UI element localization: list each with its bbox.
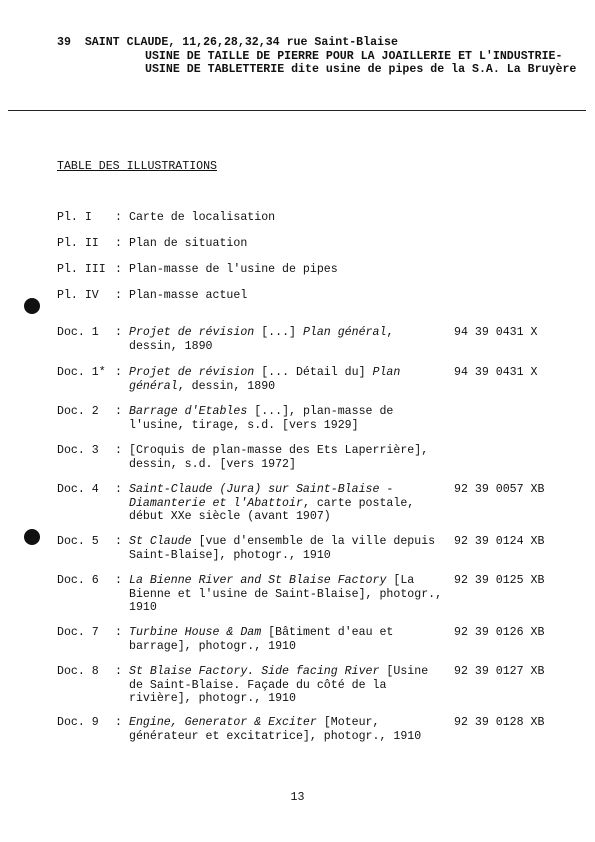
entry-colon: : (115, 237, 122, 250)
document-header (57, 36, 577, 77)
doc-desc-text: [Bâtiment d'eau et barrage], photogr., 1910 (129, 626, 394, 653)
plate-label: Pl. IV (57, 289, 99, 302)
doc-label: Doc. 8 (57, 665, 99, 678)
doc-description (129, 574, 449, 615)
doc-reference-number: 92 39 0128 XB (454, 716, 545, 729)
doc-label: Doc. 6 (57, 574, 99, 587)
entry-colon: : (115, 626, 122, 639)
entry-colon: : (115, 211, 122, 224)
binder-hole-icon (24, 529, 40, 545)
plate-description: Plan-masse de l'usine de pipes (129, 263, 338, 276)
doc-desc-text: [Usine de Saint-Blaise. Façade du côté de la rivière], photogr., 1910 (129, 665, 429, 706)
doc-desc-text: [...], plan-masse de l'usine, tirage, s.d. [vers 1929] (129, 405, 394, 432)
doc-title-italic: St Claude (129, 535, 192, 548)
doc-label: Doc. 1 (57, 326, 99, 339)
doc-description (129, 405, 449, 432)
doc-reference-number: 92 39 0124 XB (454, 535, 545, 548)
doc-desc-text: , carte postale, début XXe siècle (avant 1907) (129, 496, 415, 524)
doc-description (129, 444, 449, 471)
doc-title-italic: Projet de révision (129, 326, 255, 339)
doc-label: Doc. 5 (57, 535, 99, 548)
doc-reference-number: 94 39 0431 X (454, 366, 538, 379)
doc-title-italic: Plan général (129, 366, 401, 393)
doc-desc-text: , dessin, 1890 (177, 379, 276, 393)
doc-description (129, 716, 449, 743)
doc-description (129, 326, 449, 353)
doc-title-italic: La Bienne River and St Blaise Factory (129, 574, 387, 587)
toc-title: TABLE DES ILLUSTRATIONS (57, 160, 218, 173)
doc-title-italic: Plan général (302, 326, 387, 339)
entry-colon: : (115, 716, 122, 729)
entry-colon: : (115, 289, 122, 302)
doc-label: Doc. 9 (57, 716, 99, 729)
entry-colon: : (115, 263, 122, 276)
doc-reference-number: 92 39 0057 XB (454, 483, 545, 496)
doc-title-italic: St Blaise Factory. Side facing River (129, 665, 380, 678)
doc-label: Doc. 3 (57, 444, 99, 457)
doc-label: Doc. 1* (57, 366, 106, 379)
entry-colon: : (115, 444, 122, 457)
doc-label: Doc. 4 (57, 483, 99, 496)
doc-desc-text: [...] (254, 326, 303, 339)
doc-label: Doc. 2 (57, 405, 99, 418)
binder-hole-icon (24, 298, 40, 314)
doc-title-italic: Barrage d'Etables (129, 405, 248, 418)
doc-reference-number: 92 39 0127 XB (454, 665, 545, 678)
entry-colon: : (115, 326, 122, 339)
plate-description: Carte de localisation (129, 211, 276, 224)
plate-label: Pl. II (57, 237, 99, 250)
doc-desc-text: [Moteur, générateur et excitatrice], photogr., 1910 (129, 716, 422, 743)
doc-description (129, 626, 449, 653)
doc-title-italic: Engine, Generator & Exciter (129, 716, 317, 729)
entry-colon: : (115, 483, 122, 496)
doc-reference-number: 92 39 0125 XB (454, 574, 545, 587)
doc-desc-text: , dessin, 1890 (129, 326, 394, 353)
doc-title-italic: Projet de révision (129, 366, 255, 379)
entry-colon: : (115, 665, 122, 678)
doc-label: Doc. 7 (57, 626, 99, 639)
doc-reference-number: 92 39 0126 XB (454, 626, 545, 639)
doc-desc-text: [vue d'ensemble de la ville depuis Saint-Blaise], photogr., 1910 (129, 535, 436, 562)
doc-desc-text: [Croquis de plan-masse des Ets Laperrière], dessin, s.d. [vers 1972] (129, 444, 429, 471)
header-divider (8, 110, 586, 111)
entry-colon: : (115, 366, 122, 379)
plate-label: Pl. III (57, 263, 106, 276)
entry-colon: : (115, 535, 122, 548)
doc-description (129, 535, 449, 562)
doc-desc-text: [... Détail du] (254, 366, 373, 379)
doc-description (129, 665, 449, 706)
doc-reference-number: 94 39 0431 X (454, 326, 538, 339)
plate-description: Plan de situation (129, 237, 248, 250)
doc-description (129, 483, 449, 524)
entry-colon: : (115, 405, 122, 418)
plate-description: Plan-masse actuel (129, 289, 248, 302)
page-number: 13 (290, 791, 305, 804)
doc-description (129, 366, 449, 393)
header-subtitle: USINE DE TAILLE DE PIERRE POUR LA JOAILLERIE ET L'INDUSTRIE-USINE DE TABLETTERIE dite usine de pipes de la S.A. La Bruyère (145, 49, 577, 77)
doc-title-italic: Turbine House & Dam (129, 626, 262, 639)
doc-title-italic: Saint-Claude (Jura) sur Saint-Blaise - Diamanterie et l'Abattoir (129, 483, 394, 510)
plate-label: Pl. I (57, 211, 92, 224)
entry-colon: : (115, 574, 122, 587)
header-location: 39 SAINT CLAUDE, 11,26,28,32,34 rue Saint-Blaise (57, 36, 398, 49)
doc-desc-text: [La Bienne et l'usine de Saint-Blaise], photogr., 1910 (129, 574, 443, 615)
